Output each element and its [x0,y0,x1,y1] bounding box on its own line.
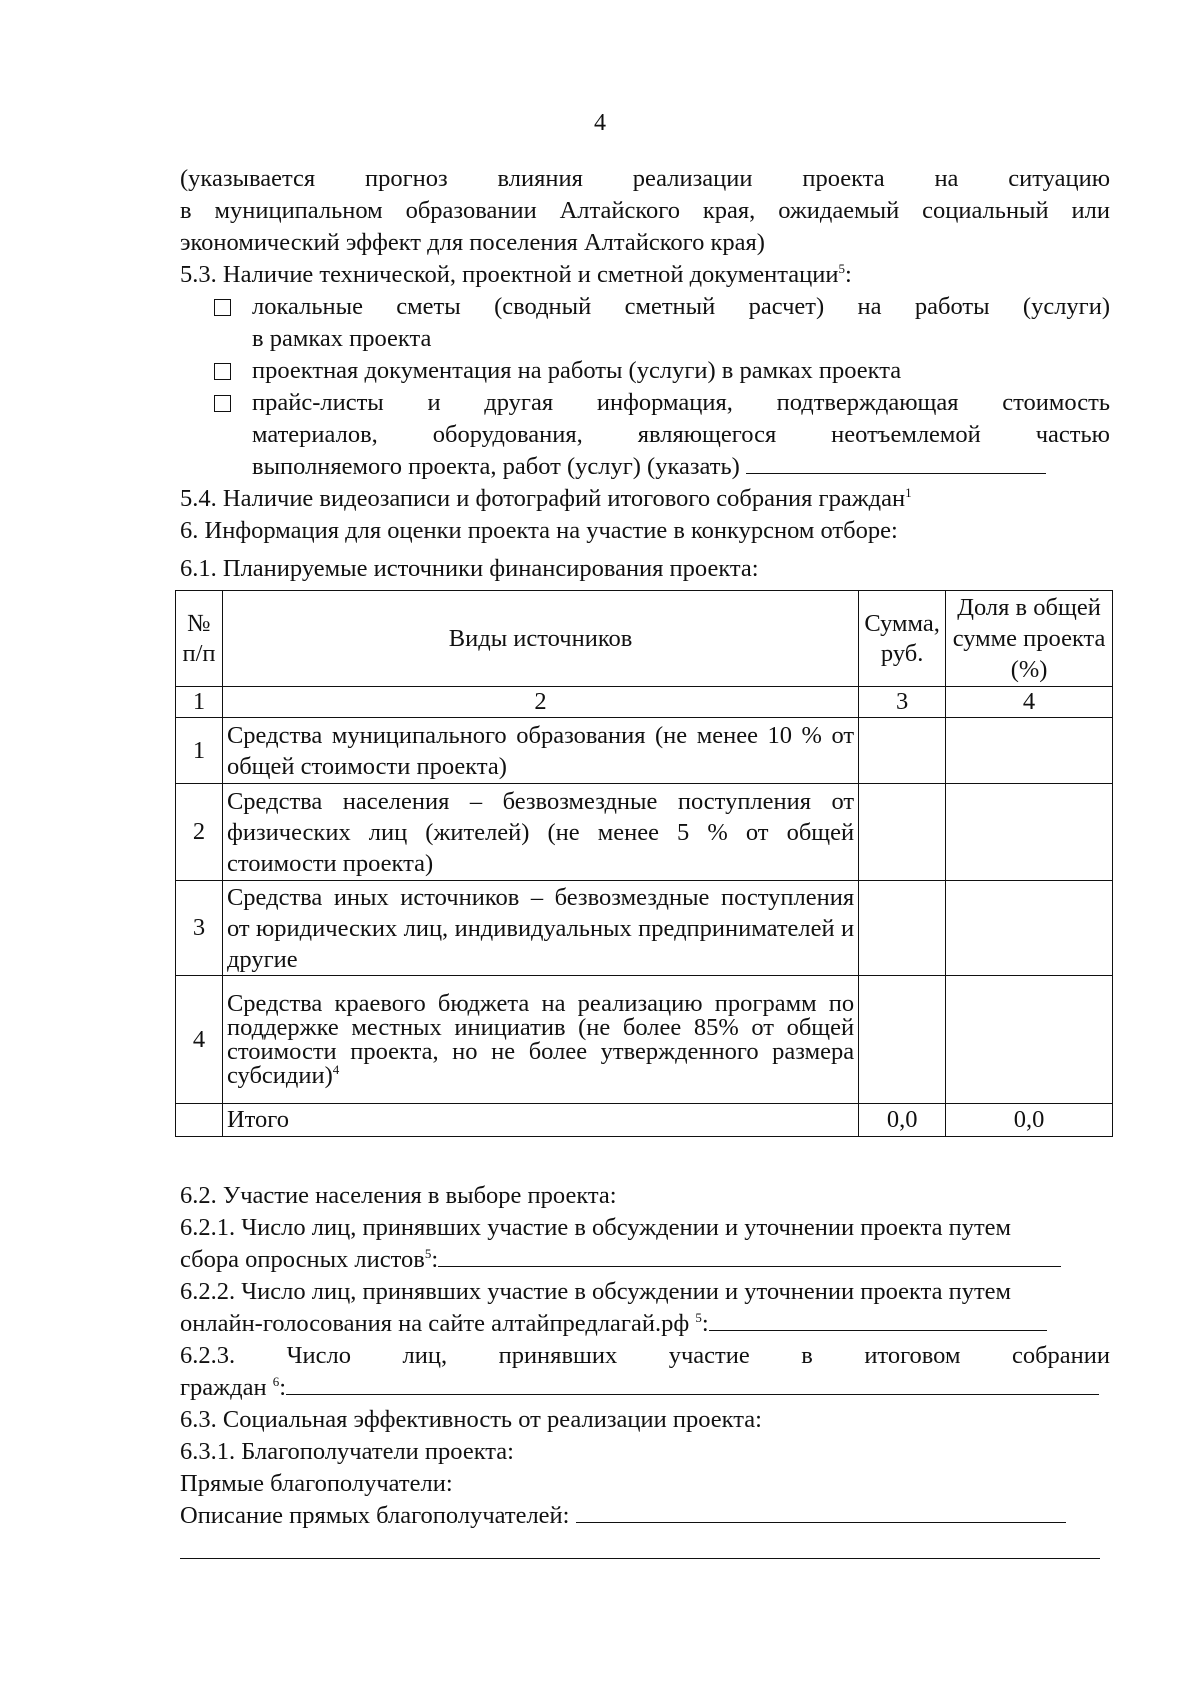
index-cell: 2 [222,687,858,718]
row-num: 2 [176,784,223,881]
footnote-ref: 4 [332,1061,340,1077]
row-share-cell[interactable] [946,784,1113,881]
section-6-2-2-line-1: 6.2.2. Число лиц, принявших участие в обсуждении и уточнении проекта путем [180,1278,1012,1305]
table-row [176,718,1113,784]
total-label: Итого [222,1104,858,1137]
checkbox[interactable] [214,395,231,412]
row-share-cell[interactable] [946,976,1113,1104]
table-row [176,784,1113,881]
table-row [176,881,1113,976]
checkbox-label-line-2: материалов, оборудования, являющегося неотъемлемой частью [252,421,1110,448]
row-source-text: Средства иных источников – безвозмездные поступления от юридических лиц, индивидуальных предпринимателей и другие [222,881,858,976]
checkbox-label-line-3 [252,451,1110,483]
section-5-3-colon: : [844,261,852,288]
direct-beneficiaries-desc [180,1500,1110,1532]
row-sum-cell[interactable] [859,784,946,881]
header-num: № п/п [176,591,223,687]
intro-line-2: в муниципальном образовании Алтайского края, ожидаемый социальный или [180,197,1110,224]
checkbox[interactable] [214,299,231,316]
row-source-text: Средства краевого бюджета на реализацию программ по поддержке местных инициатив (не более 85% от общей стоимости проекта, но не более утвержденного размера субсидии) [226,989,855,1089]
page-number: 4 [594,110,606,136]
row-num: 4 [176,976,223,1104]
section-6-2-3-line-1: 6.2.3. Число лиц, принявших участие в итоговом собрании [180,1342,1110,1369]
section-6-2-2-line-2: онлайн-голосования на сайте алтайпредлагай.рф $^5$: [180,1308,1110,1340]
financing-sources-table [175,590,1113,1137]
row-source-text: Средства муниципального образования (не менее 10 % от общей стоимости проекта) [222,718,858,784]
index-cell: 4 [946,687,1113,718]
row-sum-cell[interactable] [859,976,946,1104]
table-total-row [176,1104,1113,1137]
section-6-2-2-text: онлайн-голосования на сайте алтайпредлагай.рф [180,1310,696,1337]
checkbox-label-line-3-text: выполняемого проекта, работ (услуг) (указать) [252,453,740,480]
row-source-text: Средства населения – безвозмездные поступления от физических лиц (жителей) (не менее 5 % от общей стоимости проекта) [222,784,858,881]
table-index-row [176,687,1113,718]
row-num: 3 [176,881,223,976]
table-row [176,976,1113,1104]
total-num-cell [176,1104,223,1137]
section-5-3-text: 5.3. Наличие технической, проектной и сметной документации [180,261,839,288]
checkbox-label-line-1: локальные сметы (сводный сметный расчет) на работы (услуги) [252,293,1110,320]
row-sum-cell[interactable] [859,718,946,784]
direct-beneficiaries-label: Прямые благополучатели: [180,1470,453,1497]
section-6-2-title: 6.2. Участие населения в выборе проекта: [180,1182,617,1209]
section-5-3-title [180,259,1110,291]
checkbox-label-line-2: в рамках проекта [252,325,432,352]
checkbox-item-estimates[interactable] [214,291,1110,355]
section-5-4 [180,483,1110,515]
footnote-ref: 5 [695,1309,702,1325]
section-6: 6. Информация для оценки проекта на участие в конкурсном отборе: [180,517,898,544]
intro-line-1: (указывается прогноз влияния реализации проекта на ситуацию [180,165,1110,192]
section-6-2-3-text: граждан [180,1374,273,1401]
section-6-2-1-line-1: 6.2.1. Число лиц, принявших участие в обсуждении и уточнении проекта путем [180,1214,1012,1241]
section-6-2-3-line-2: граждан $^6$: [180,1372,1110,1404]
section-6-3-1-title: 6.3.1. Благополучатели проекта: [180,1438,514,1465]
table-header-row [176,591,1113,687]
section-6-2-1-text: сбора опросных листов [180,1246,425,1273]
row-source-cell [222,976,858,1104]
survey-count-field[interactable] [438,1244,1061,1267]
row-share-cell[interactable] [946,881,1113,976]
continuation-blank-line[interactable] [180,1558,1100,1559]
checkbox-label-line-1: прайс-листы и другая информация, подтверждающая стоимость [252,389,1110,416]
section-6-3-title: 6.3. Социальная эффективность от реализации проекта: [180,1406,762,1433]
direct-beneficiaries-field[interactable] [576,1500,1066,1523]
section-6-1: 6.1. Планируемые источники финансирования проекта: [180,555,759,582]
row-sum-cell[interactable] [859,881,946,976]
direct-beneficiaries-desc-label: Описание прямых благополучателей: [180,1502,570,1529]
header-kind: Виды источников [222,591,858,687]
section-5-4-text: 5.4. Наличие видеозаписи и фотографий итогового собрания граждан [180,485,906,512]
checkbox-label-line-1: проектная документация на работы (услуги) в рамках проекта [252,357,902,384]
total-share: 0,0 [946,1104,1113,1137]
total-sum: 0,0 [859,1104,946,1137]
index-cell: 3 [859,687,946,718]
section-6-2-1-line-2: сбора опросных листов$^5$: [180,1244,1110,1276]
checkbox[interactable] [214,363,231,380]
online-vote-count-field[interactable] [709,1308,1047,1331]
row-num: 1 [176,718,223,784]
index-cell: 1 [176,687,223,718]
intro-line-3: экономический эффект для поселения Алтайского края) [180,229,765,256]
header-sum: Сумма, руб. [859,591,946,687]
checkbox-item-design-docs[interactable] [214,355,1110,387]
checkbox-item-price-lists[interactable] [214,387,1110,483]
footnote-ref: 5 [838,260,845,276]
footnote-ref: 6 [272,1373,280,1389]
footnote-ref: 1 [905,484,912,500]
header-share: Доля в общей сумме проекта (%) [946,591,1113,687]
specify-blank-field[interactable] [746,451,1046,474]
meeting-count-field[interactable] [286,1372,1099,1395]
row-share-cell[interactable] [946,718,1113,784]
footnote-ref: 5 [424,1245,432,1261]
